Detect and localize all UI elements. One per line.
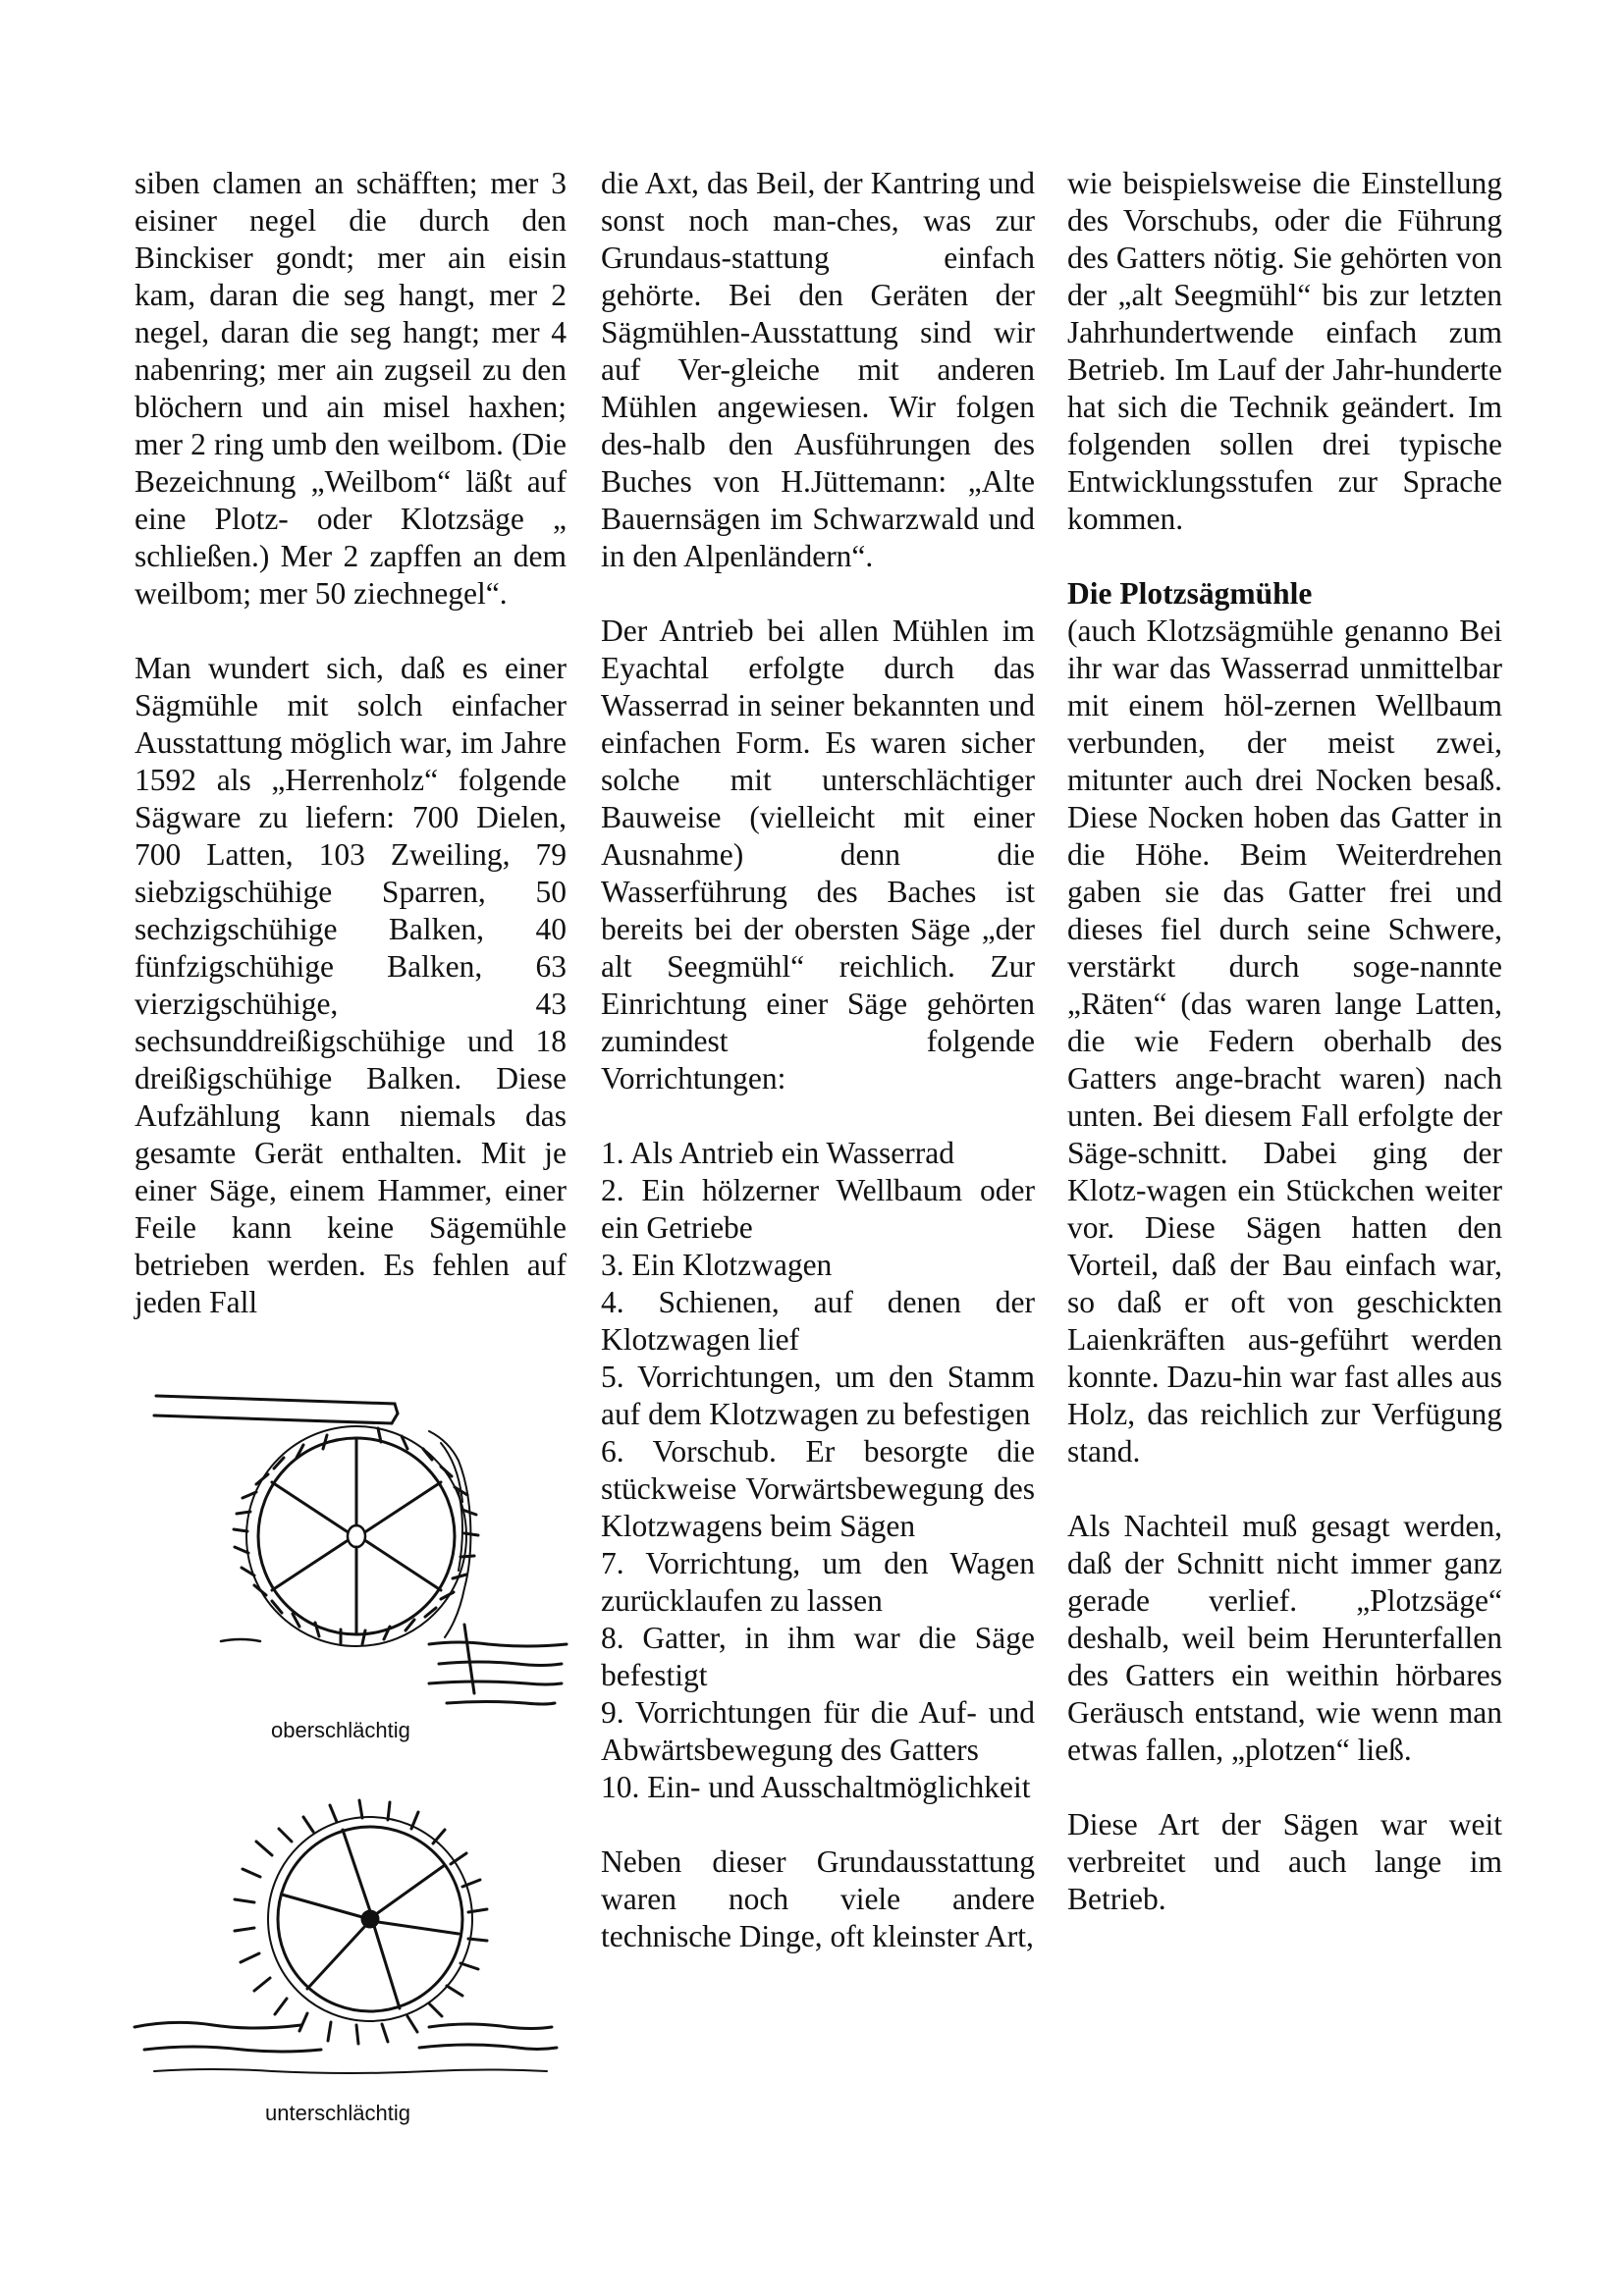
figure-caption: unterschlächtig [265, 2101, 410, 2125]
paragraph: wie beispielsweise die Einstellung des Vorschubs, oder die Führung des Gatters nötig. Sie gehörten von der „alt Seegmühl“ bis zur letzten Jahrhundertwende einfach zum Betrieb. Im Lauf der Jahr-hunderte hat sich die Technik geändert. Im folgenden sollen drei typische Entwicklungsstufen zur Sprache kommen. [1067, 166, 1502, 536]
section-heading: Die Plotzsägmühle [1067, 576, 1313, 611]
list-item: 7. Vorrichtung, um den Wagen zurücklaufen zu lassen [601, 1546, 1035, 1618]
paragraph: Diese Art der Sägen war weit verbreitet und auch lange im Betrieb. [1067, 1807, 1502, 1916]
figure-caption: oberschlächtig [271, 1718, 410, 1742]
paragraph: (auch Klotzsägmühle genanno Bei ihr war das Wasserrad unmittelbar mit einem höl-zernen Wellbaum verbunden, der meist zwei, mitunter auch drei Nocken besaß. Diese Nocken hoben das Gatter in die Höhe. Beim Weiterdrehen gaben sie das Gatter frei und dieses fiel durch seine Schwere, verstärkt durch soge-nannte „Räten“ (das waren lange Latten, die wie Federn oberhalb des Gatters ange-bracht waren) nach unten. Bei diesem Fall erfolgte der Säge-schnitt. Dabei ging der Klotz-wagen ein Stückchen weiter vor. Diese Sägen hatten den Vorteil, daß der Bau einfach war, so daß er oft von geschickten Laienkräften aus-geführt werden konnte. Dazu-hin war fast alles aus Holz, das reichlich zur Verfügung stand. [1067, 614, 1502, 1468]
overshot-water-wheel-illustration [135, 1384, 567, 1708]
paragraph: siben clamen an schäfften; mer 3 eisiner negel die durch den Binckiser gondt; mer ain eisin kam, daran die seg hangt, mer 2 negel, daran die seg hangt; mer 4 nabenring; mer ain zugseil zu den blöchern und ain misel haxhen; mer 2 ring umb den weilbom. (Die Bezeichnung „Weilbom“ läßt auf eine Plotz- oder Klotzsäge „ schließen.) Mer 2 zapffen an dem weilbom; mer 50 ziechnegel“. [135, 166, 567, 611]
paragraph: Der Antrieb bei allen Mühlen im Eyachtal erfolgte durch das Wasserrad in seiner bekannten und einfachen Form. Es waren sicher solche mit unterschlächtiger Bauweise (vielleicht mit einer Ausnahme) denn die Wasserführung des Baches ist bereits bei der obersten Säge „der alt Seegmühl“ reichlich. Zur Einrichtung einer Säge gehörten zumindest folgende Vorrichtungen: [601, 614, 1035, 1095]
paragraph: Neben dieser Grundausstattung waren noch viele andere technische Dinge, oft kleinster Art, [601, 1844, 1035, 1953]
list-item: 8. Gatter, in ihm war die Säge befestigt [601, 1621, 1035, 1692]
undershot-water-wheel-illustration [135, 1787, 567, 2091]
text-column-right [1067, 165, 1502, 1918]
list-item: 10. Ein- und Ausschaltmöglichkeit [601, 1770, 1031, 1804]
text-column-left [135, 165, 567, 1321]
list-item: 1. Als Antrieb ein Wasserrad [601, 1136, 954, 1170]
paragraph: die Axt, das Beil, der Kantring und sonst noch man-ches, was zur Grundaus-stattung einfach gehörte. Bei den Geräten der Sägmühlen-Ausstattung sind wir auf Ver-gleiche mit anderen Mühlen angewiesen. Wir folgen des-halb den Ausführungen des Buches von H.Jüttemann: „Alte Bauernsägen im Schwarzwald und in den Alpenländern“. [601, 166, 1035, 573]
list-item: 3. Ein Klotzwagen [601, 1248, 833, 1282]
list-item: 4. Schienen, auf denen der Klotzwagen lief [601, 1285, 1035, 1357]
text-column-middle [601, 165, 1035, 1955]
paragraph: Man wundert sich, daß es einer Sägmühle mit solch einfacher Ausstattung möglich war, im Jahre 1592 als „Herrenholz“ folgende Sägware zu liefern: 700 Dielen, 700 Latten, 103 Zweiling, 79 siebzigschühige Sparren, 50 sechzigschühige Balken, 40 fünfzigschühige Balken, 63 vierzigschühige, 43 sechsunddreißigschühige und 18 dreißigschühige Balken. Diese Aufzählung kann niemals das gesamte Gerät enthalten. Mit je einer Säge, einem Hammer, einer Feile kann keine Sägemühle betrieben werden. Es fehlen auf jeden Fall [135, 651, 567, 1319]
equipment-list [601, 1135, 1035, 1806]
list-item: 9. Vorrichtungen für die Auf- und Abwärtsbewegung des Gatters [601, 1695, 1035, 1767]
paragraph: Als Nachteil muß gesagt werden, daß der Schnitt nicht immer ganz gerade verlief. „Plotzsäge“ deshalb, weil beim Herunterfallen des Gatters ein weithin hörbares Geräusch entstand, wie wenn man etwas fallen, „plotzen“ ließ. [1067, 1509, 1502, 1767]
list-item: 5. Vorrichtungen, um den Stamm auf dem Klotzwagen zu befestigen [601, 1360, 1035, 1431]
list-item: 2. Ein hölzerner Wellbaum oder ein Getriebe [601, 1173, 1035, 1245]
list-item: 6. Vorschub. Er besorgte die stückweise Vorwärtsbewegung des Klotzwagens beim Sägen [601, 1434, 1035, 1543]
